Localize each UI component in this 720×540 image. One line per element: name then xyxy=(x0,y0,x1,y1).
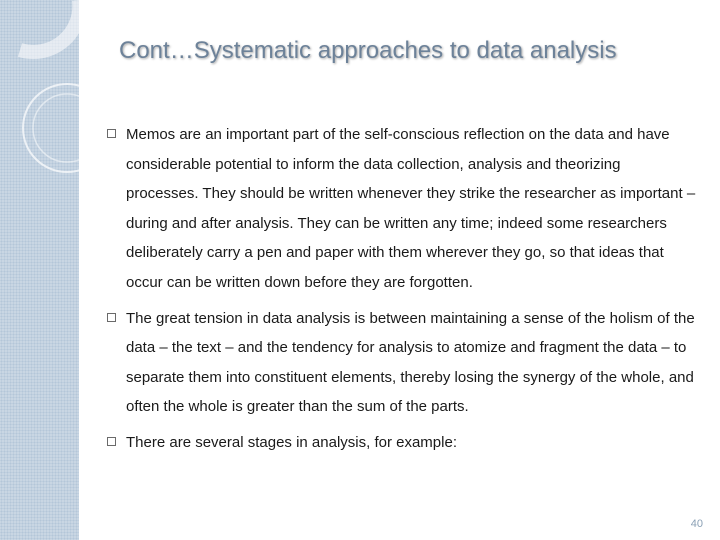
square-bullet-icon xyxy=(107,437,116,446)
bullet-list xyxy=(107,120,697,458)
square-bullet-icon xyxy=(107,129,116,138)
slide-title: Cont…Systematic approaches to data analysis xyxy=(119,37,617,64)
bullet-text: There are several stages in analysis, for example: xyxy=(126,433,457,451)
bullet-item xyxy=(107,304,697,422)
bullet-item xyxy=(107,120,697,298)
bullet-text: The great tension in data analysis is between maintaining a sense of the holism of the data – the text – and the tendency for analysis to atomize and fragment the data – to separate them into constituent elements, thereby losing the synergy of the whole, and often the whole is greater than the sum of the parts. xyxy=(126,309,695,416)
bullet-text: Memos are an important part of the self-conscious reflection on the data and have considerable potential to inform the data collection, analysis and theorizing processes. They should be written whenever they strike the researcher as important – during and after analysis. They can be written any time; indeed some researchers deliberately carry a pen and paper with them wherever they go, so that ideas that occur can be written down before they are forgotten. xyxy=(126,126,696,291)
square-bullet-icon xyxy=(107,313,116,322)
bullet-item xyxy=(107,428,697,458)
page-number: 40 xyxy=(690,518,703,530)
